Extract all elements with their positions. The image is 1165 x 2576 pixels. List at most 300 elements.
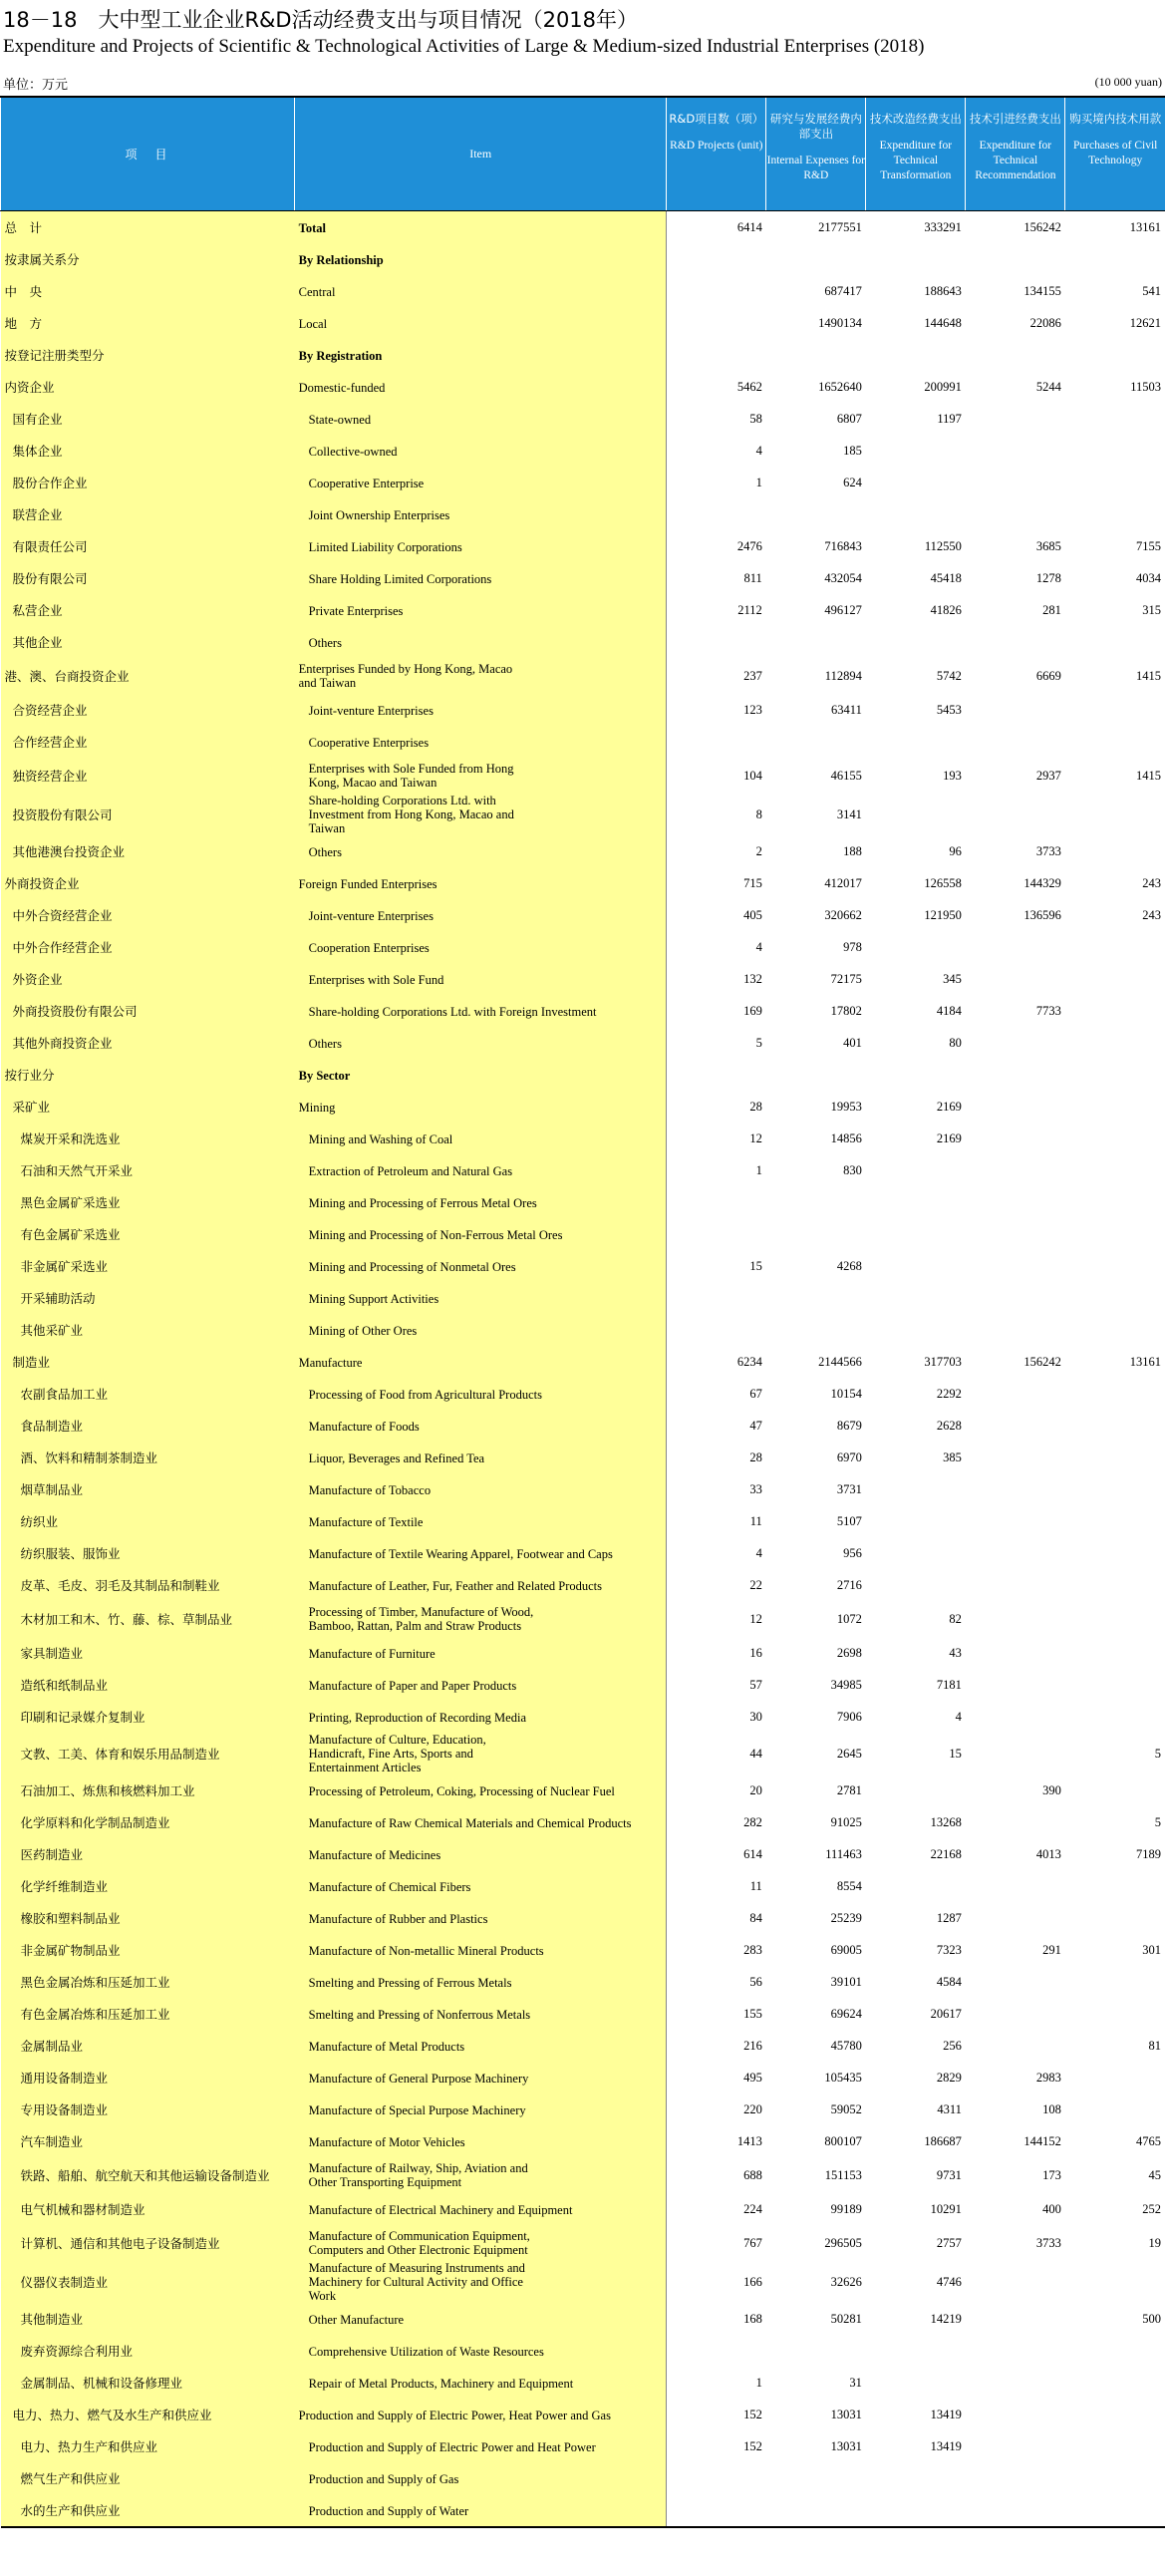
cell-civil-technology: [1065, 1473, 1165, 1505]
cell-rd-projects: 282: [743, 1814, 762, 1829]
cell-tech-transformation: [866, 2367, 966, 2399]
table-row: [1, 1733, 1165, 1774]
cell-rd-projects: 1: [755, 475, 762, 489]
cell-tech-recommendation: 400: [1042, 2201, 1061, 2216]
cell-civil-technology: [1065, 1637, 1165, 1669]
cell-tech-recommendation: [966, 1669, 1065, 1701]
cell-internal-expenses: 3141: [836, 806, 862, 821]
table-row: [1, 758, 1165, 794]
cell-tech-recommendation: [966, 243, 1065, 275]
cell-tech-recommendation: [966, 2430, 1065, 2462]
cell-rd-projects: 22: [749, 1577, 762, 1592]
item-name-cn: 合资经营企业: [1, 694, 295, 726]
cell-internal-expenses: 32626: [830, 2274, 862, 2289]
item-name-cn: 有限责任公司: [1, 530, 295, 562]
item-name-cn: 港、澳、台商投资企业: [1, 658, 295, 694]
cell-civil-technology: 45: [1148, 2167, 1161, 2182]
cell-tech-transformation: [866, 498, 966, 530]
table-row: [1, 1966, 1165, 1998]
cell-civil-technology: [1065, 1410, 1165, 1442]
table-row: [1, 2193, 1165, 2225]
item-name-en: [295, 1505, 667, 1537]
item-name-en-text: Share Holding Limited Corporations: [308, 571, 492, 586]
cell-tech-transformation: 2757: [936, 2235, 962, 2250]
item-name-en-text: Local: [298, 316, 328, 331]
cell-tech-transformation: 256: [943, 2038, 962, 2053]
cell-civil-technology: [1065, 2335, 1165, 2367]
item-name-en: [295, 530, 667, 562]
cell-tech-transformation: [866, 2335, 966, 2367]
item-name-en: [295, 1934, 667, 1966]
table-row: [1, 1473, 1165, 1505]
item-name-en-text: Processing of Petroleum, Coking, Processing of Nuclear Fuel: [308, 1783, 615, 1798]
cell-internal-expenses: 91025: [830, 1814, 862, 1829]
cell-tech-transformation: 4311: [937, 2101, 962, 2116]
item-name-en: [295, 658, 667, 694]
cell-tech-recommendation: [966, 1442, 1065, 1473]
cell-rd-projects: 44: [749, 1746, 762, 1761]
cell-tech-recommendation: 6669: [1035, 668, 1061, 683]
cell-tech-recommendation: [966, 2303, 1065, 2335]
column-header-row: [1, 97, 1165, 211]
item-name-cn: 烟草制品业: [1, 1473, 295, 1505]
table-row: [1, 1601, 1165, 1637]
cell-rd-projects: 12: [749, 1611, 762, 1626]
cell-civil-technology: [1065, 931, 1165, 963]
item-name-en-text: Collective-owned: [308, 444, 398, 459]
cell-civil-technology: [1065, 403, 1165, 435]
item-name-cn: 中 央: [1, 275, 295, 307]
table-row: [1, 211, 1165, 244]
cell-civil-technology: 4765: [1136, 2133, 1161, 2148]
item-name-cn: 纺织业: [1, 1505, 295, 1537]
item-name-cn: 集体企业: [1, 435, 295, 467]
item-name-en: [295, 2335, 667, 2367]
table-row: [1, 931, 1165, 963]
table-row: [1, 1059, 1165, 1091]
cell-rd-projects: [667, 1059, 766, 1091]
cell-internal-expenses: 99189: [830, 2201, 862, 2216]
item-name-en: [295, 2494, 667, 2527]
cell-tech-recommendation: 2937: [1035, 768, 1061, 783]
item-name-en: [295, 594, 667, 626]
cell-tech-transformation: 385: [943, 1449, 962, 1464]
cell-tech-recommendation: [966, 1701, 1065, 1733]
cell-tech-recommendation: 156242: [966, 211, 1065, 244]
cell-tech-recommendation: 5244: [1035, 379, 1061, 394]
cell-internal-expenses: 2645: [836, 1746, 862, 1761]
item-name-en-text: Smelting and Pressing of Ferrous Metals: [308, 1975, 512, 1990]
item-name-cn: 独资经营企业: [1, 758, 295, 794]
item-name-en-text: Cooperative Enterprise: [308, 476, 425, 490]
item-name-en: [295, 2225, 667, 2261]
item-name-en: [295, 626, 667, 658]
item-name-en-text: State-owned: [308, 412, 372, 427]
cell-internal-expenses: [766, 2335, 866, 2367]
cell-rd-projects: 4: [755, 1545, 762, 1560]
cell-internal-expenses: [766, 626, 866, 658]
cell-tech-transformation: [866, 1505, 966, 1537]
table-body: [1, 211, 1165, 2528]
table-row: [1, 1870, 1165, 1902]
item-name-cn: 联营企业: [1, 498, 295, 530]
item-name-en: [295, 339, 667, 371]
cell-internal-expenses: 800107: [824, 2133, 862, 2148]
table-row: [1, 2225, 1165, 2261]
item-name-en: [295, 726, 667, 758]
table-row: [1, 2062, 1165, 2093]
cell-internal-expenses: 46155: [830, 768, 862, 783]
cell-rd-projects: 4: [755, 939, 762, 954]
cell-civil-technology: [1065, 339, 1165, 371]
table-row: [1, 1314, 1165, 1346]
item-name-en: [295, 2303, 667, 2335]
cell-tech-transformation: 9731: [936, 2167, 962, 2182]
cell-tech-recommendation: 291: [1042, 1942, 1061, 1957]
item-name-en-text: Mining and Processing of Ferrous Metal Ores: [308, 1195, 537, 1210]
item-name-en: [295, 2062, 667, 2093]
item-name-cn: 医药制造业: [1, 1838, 295, 1870]
item-name-en: [295, 1637, 667, 1669]
cell-civil-technology: [1065, 1505, 1165, 1537]
table-row: [1, 995, 1165, 1027]
cell-tech-recommendation: [966, 1966, 1065, 1998]
cell-internal-expenses: 978: [843, 939, 862, 954]
cell-internal-expenses: [766, 1314, 866, 1346]
table-row: [1, 2261, 1165, 2303]
item-name-en-text: Manufacture of Chemical Fibers: [308, 1879, 471, 1894]
cell-tech-recommendation: 281: [1042, 602, 1061, 617]
col-header-civil-technology: [1065, 97, 1165, 211]
item-name-en-text: Manufacture of Leather, Fur, Feather and Related Products: [308, 1578, 603, 1593]
col-header-item-en: Item: [295, 97, 667, 211]
item-name-cn: 仪器仪表制造业: [1, 2261, 295, 2303]
item-name-cn: 废弃资源综合利用业: [1, 2335, 295, 2367]
cell-internal-expenses: 17802: [830, 1003, 862, 1018]
cell-tech-transformation: [866, 1154, 966, 1186]
item-name-en-text: Liquor, Beverages and Refined Tea: [308, 1450, 485, 1465]
cell-internal-expenses: 2716: [836, 1577, 862, 1592]
table-row: [1, 1774, 1165, 1806]
item-name-en: [295, 1186, 667, 1218]
cell-tech-transformation: 4746: [936, 2274, 962, 2289]
item-name-cn: 其他采矿业: [1, 1314, 295, 1346]
item-name-cn: 水的生产和供应业: [1, 2494, 295, 2527]
cell-tech-transformation: [866, 1870, 966, 1902]
item-name-en-text: Printing, Reproduction of Recording Media: [308, 1710, 526, 1725]
cell-internal-expenses: 39101: [830, 1974, 862, 1989]
table-row: [1, 2125, 1165, 2157]
item-name-cn: 总 计: [1, 211, 295, 244]
cell-civil-technology: [1065, 1902, 1165, 1934]
col-header-tech-recommendation-cn: 技术引进经费支出: [969, 112, 1061, 126]
cell-civil-technology: [1065, 1282, 1165, 1314]
cell-rd-projects: [667, 1218, 766, 1250]
table-row: [1, 1505, 1165, 1537]
cell-internal-expenses: 956: [843, 1545, 862, 1560]
table-row: [1, 963, 1165, 995]
cell-tech-recommendation: [966, 2335, 1065, 2367]
cell-internal-expenses: [766, 2494, 866, 2527]
cell-rd-projects: 123: [743, 702, 762, 717]
item-name-en: [295, 1027, 667, 1059]
item-name-en: [295, 899, 667, 931]
table-row: [1, 626, 1165, 658]
cell-civil-technology: [1065, 243, 1165, 275]
cell-tech-recommendation: 3685: [1035, 538, 1061, 553]
unit-label-en: (10 000 yuan): [1094, 75, 1162, 89]
cell-tech-transformation: [866, 1473, 966, 1505]
cell-tech-transformation: [866, 1314, 966, 1346]
item-name-en-text: Manufacture of Foods: [308, 1419, 420, 1434]
cell-internal-expenses: 31: [849, 2375, 862, 2390]
table-row: [1, 339, 1165, 371]
cell-tech-recommendation: [966, 1154, 1065, 1186]
item-name-en: [295, 1902, 667, 1934]
table-row: [1, 1186, 1165, 1218]
cell-internal-expenses: 50281: [830, 2311, 862, 2326]
table-row: [1, 694, 1165, 726]
item-name-en: [295, 1473, 667, 1505]
item-name-en-text: Manufacture of Paper and Paper Products: [308, 1678, 517, 1693]
cell-tech-recommendation: 144329: [1023, 875, 1061, 890]
item-name-cn: 其他制造业: [1, 2303, 295, 2335]
cell-tech-recommendation: [966, 931, 1065, 963]
cell-civil-technology: [1065, 1218, 1165, 1250]
item-name-en: [295, 1091, 667, 1123]
item-name-en-text: Manufacture of Textile Wearing Apparel, Footwear and Caps: [308, 1546, 613, 1561]
cell-internal-expenses: 45780: [830, 2038, 862, 2053]
cell-civil-technology: [1065, 1123, 1165, 1154]
table-row: [1, 1701, 1165, 1733]
item-name-cn: 其他外商投资企业: [1, 1027, 295, 1059]
item-name-en-text: Production and Supply of Electric Power, Heat Power and Gas: [298, 2408, 611, 2422]
cell-tech-transformation: 4584: [936, 1974, 962, 1989]
item-name-en-text: Repair of Metal Products, Machinery and Equipment: [308, 2376, 574, 2391]
col-header-internal-expenses-en: Internal Expenses for R&D: [766, 155, 865, 181]
item-name-en-text: Manufacture of Motor Vehicles: [308, 2134, 465, 2149]
cell-internal-expenses: [766, 2462, 866, 2494]
cell-rd-projects: [667, 626, 766, 658]
cell-tech-recommendation: 1278: [1035, 570, 1061, 585]
cell-tech-transformation: 22168: [930, 1846, 962, 1861]
table-row: [1, 794, 1165, 835]
cell-tech-transformation: 4184: [936, 1003, 962, 1018]
cell-internal-expenses: 412017: [824, 875, 862, 890]
table-row: [1, 1154, 1165, 1186]
table-row: [1, 726, 1165, 758]
cell-rd-projects: 30: [749, 1709, 762, 1724]
cell-rd-projects: [667, 339, 766, 371]
item-name-cn: 煤炭开采和洗选业: [1, 1123, 295, 1154]
item-name-cn: 燃气生产和供应业: [1, 2462, 295, 2494]
item-name-en: [295, 1346, 667, 1378]
item-name-en: [295, 2157, 667, 2193]
item-name-cn: 电力、热力生产和供应业: [1, 2430, 295, 2462]
cell-tech-transformation: 41826: [930, 602, 962, 617]
item-name-cn: 股份有限公司: [1, 562, 295, 594]
item-name-en: [295, 794, 667, 835]
cell-tech-recommendation: [966, 498, 1065, 530]
cell-tech-recommendation: [966, 1314, 1065, 1346]
item-name-en-text: Share-holding Corporations Ltd. with Foreign Investment: [308, 1004, 597, 1019]
cell-internal-expenses: 1072: [836, 1611, 862, 1626]
cell-civil-technology: 7189: [1136, 1846, 1161, 1861]
cell-tech-recommendation: [966, 1569, 1065, 1601]
col-header-civil-technology-cn: 购买境内技术用款: [1069, 112, 1162, 126]
cell-tech-recommendation: [966, 2494, 1065, 2527]
cell-tech-recommendation: [966, 1059, 1065, 1091]
item-name-en-text: By Registration: [298, 348, 383, 363]
item-name-en: [295, 498, 667, 530]
cell-civil-technology: [1065, 1998, 1165, 2030]
cell-civil-technology: [1065, 626, 1165, 658]
cell-civil-technology: 1415: [1136, 768, 1161, 783]
col-header-tech-recommendation: [966, 97, 1065, 211]
cell-tech-transformation: 126558: [924, 875, 962, 890]
item-name-en: [295, 1123, 667, 1154]
cell-tech-transformation: 7323: [936, 1942, 962, 1957]
cell-rd-projects: [667, 1186, 766, 1218]
col-header-tech-recommendation-en: Expenditure for Technical Recommendation: [975, 140, 1056, 181]
cell-tech-transformation: [866, 435, 966, 467]
item-name-cn: 金属制品业: [1, 2030, 295, 2062]
cell-tech-transformation: [866, 726, 966, 758]
item-name-cn: 铁路、船舶、航空航天和其他运输设备制造业: [1, 2157, 295, 2193]
item-name-en-text: Extraction of Petroleum and Natural Gas: [308, 1163, 513, 1178]
table-row: [1, 1934, 1165, 1966]
cell-internal-expenses: 830: [843, 1162, 862, 1177]
cell-rd-projects: 1413: [736, 2133, 762, 2148]
cell-civil-technology: [1065, 2462, 1165, 2494]
item-name-cn: 其他企业: [1, 626, 295, 658]
table-row: [1, 467, 1165, 498]
cell-tech-recommendation: [966, 2462, 1065, 2494]
cell-internal-expenses: 624: [843, 475, 862, 489]
cell-tech-transformation: 121950: [924, 907, 962, 922]
item-name-cn: 印刷和记录媒介复制业: [1, 1701, 295, 1733]
item-name-cn: 有色金属矿采选业: [1, 1218, 295, 1250]
item-name-en: [295, 1806, 667, 1838]
cell-internal-expenses: 105435: [824, 2070, 862, 2085]
item-name-cn: 石油加工、炼焦和核燃料加工业: [1, 1774, 295, 1806]
table-row: [1, 1806, 1165, 1838]
item-name-en-text: Smelting and Pressing of Nonferrous Metals: [308, 2007, 531, 2022]
item-name-en-text: Comprehensive Utilization of Waste Resources: [308, 2344, 544, 2359]
cell-tech-recommendation: [966, 2367, 1065, 2399]
cell-internal-expenses: [766, 1218, 866, 1250]
cell-internal-expenses: 151153: [824, 2167, 862, 2182]
cell-tech-recommendation: [966, 1733, 1065, 1774]
cell-civil-technology: [1065, 2261, 1165, 2303]
item-name-en: [295, 1442, 667, 1473]
cell-tech-transformation: 5742: [936, 668, 962, 683]
item-name-en-text: Manufacture of Rubber and Plastics: [308, 1911, 488, 1926]
item-name-en-text: By Relationship: [298, 252, 384, 267]
col-header-tech-transformation: [866, 97, 966, 211]
cell-tech-transformation: [866, 1059, 966, 1091]
cell-rd-projects: 6234: [736, 1354, 762, 1369]
item-name-en: [295, 2367, 667, 2399]
cell-rd-projects: 688: [743, 2167, 762, 2182]
item-name-en: [295, 275, 667, 307]
item-name-en: [295, 243, 667, 275]
cell-civil-technology: [1065, 2093, 1165, 2125]
cell-rd-projects: 152: [743, 2407, 762, 2421]
item-name-en: [295, 2399, 667, 2430]
table-row: [1, 1346, 1165, 1378]
cell-rd-projects: [667, 2462, 766, 2494]
cell-tech-recommendation: 4013: [1035, 1846, 1061, 1861]
cell-tech-recommendation: [966, 403, 1065, 435]
cell-tech-recommendation: [966, 1637, 1065, 1669]
cell-rd-projects: 166: [743, 2274, 762, 2289]
cell-civil-technology: [1065, 1250, 1165, 1282]
item-name-cn: 化学原料和化学制品制造业: [1, 1806, 295, 1838]
item-name-en-text: Joint Ownership Enterprises: [308, 507, 450, 522]
cell-tech-transformation: 2829: [936, 2070, 962, 2085]
cell-tech-transformation: 80: [949, 1035, 962, 1050]
cell-rd-projects: 283: [743, 1942, 762, 1957]
item-name-cn: 内资企业: [1, 371, 295, 403]
cell-internal-expenses: 8679: [836, 1418, 862, 1433]
item-name-en: [295, 1838, 667, 1870]
cell-civil-technology: [1065, 1870, 1165, 1902]
cell-tech-recommendation: [966, 435, 1065, 467]
cell-civil-technology: [1065, 435, 1165, 467]
cell-rd-projects: [667, 307, 766, 339]
cell-tech-transformation: [866, 243, 966, 275]
cell-internal-expenses: 188: [843, 843, 862, 858]
cell-civil-technology: [1065, 1537, 1165, 1569]
cell-internal-expenses: 34985: [830, 1677, 862, 1692]
item-name-cn: 汽车制造业: [1, 2125, 295, 2157]
table-row: [1, 1838, 1165, 1870]
cell-tech-transformation: 188643: [924, 283, 962, 298]
cell-tech-transformation: 2628: [936, 1418, 962, 1433]
cell-civil-technology: 252: [1142, 2201, 1161, 2216]
cell-tech-transformation: [866, 2462, 966, 2494]
cell-internal-expenses: [766, 498, 866, 530]
item-name-en-text: By Sector: [298, 1068, 351, 1083]
item-name-en-text: Manufacture of Special Purpose Machinery: [308, 2102, 526, 2117]
table-row: [1, 403, 1165, 435]
item-name-cn: 电气机械和器材制造业: [1, 2193, 295, 2225]
cell-rd-projects: [667, 275, 766, 307]
cell-rd-projects: 15: [749, 1258, 762, 1273]
cell-internal-expenses: 69624: [830, 2006, 862, 2021]
item-name-en: [295, 1282, 667, 1314]
cell-rd-projects: 84: [749, 1910, 762, 1925]
item-name-en: [295, 1774, 667, 1806]
item-name-en-text: Manufacture of Raw Chemical Materials and Chemical Products: [308, 1815, 632, 1830]
item-name-en-text: Manufacture of Medicines: [308, 1847, 441, 1862]
item-name-en: [295, 1669, 667, 1701]
item-name-en-text: Production and Supply of Electric Power and Heat Power: [308, 2439, 596, 2454]
item-name-en-text: Private Enterprises: [308, 603, 404, 618]
item-name-cn: 电力、热力、燃气及水生产和供应业: [1, 2399, 295, 2430]
item-name-en-text: Foreign Funded Enterprises: [298, 876, 437, 891]
cell-tech-recommendation: [966, 626, 1065, 658]
table-row: [1, 2335, 1165, 2367]
cell-internal-expenses: 401: [843, 1035, 862, 1050]
cell-civil-technology: [1065, 1701, 1165, 1733]
page-title-cn: 18－18 大中型工业企业R&D活动经费支出与项目情况（2018年）: [3, 8, 639, 32]
item-name-cn: 采矿业: [1, 1091, 295, 1123]
cell-tech-transformation: 13419: [930, 2407, 962, 2421]
cell-internal-expenses: 4268: [836, 1258, 862, 1273]
cell-internal-expenses: 2781: [836, 1782, 862, 1797]
